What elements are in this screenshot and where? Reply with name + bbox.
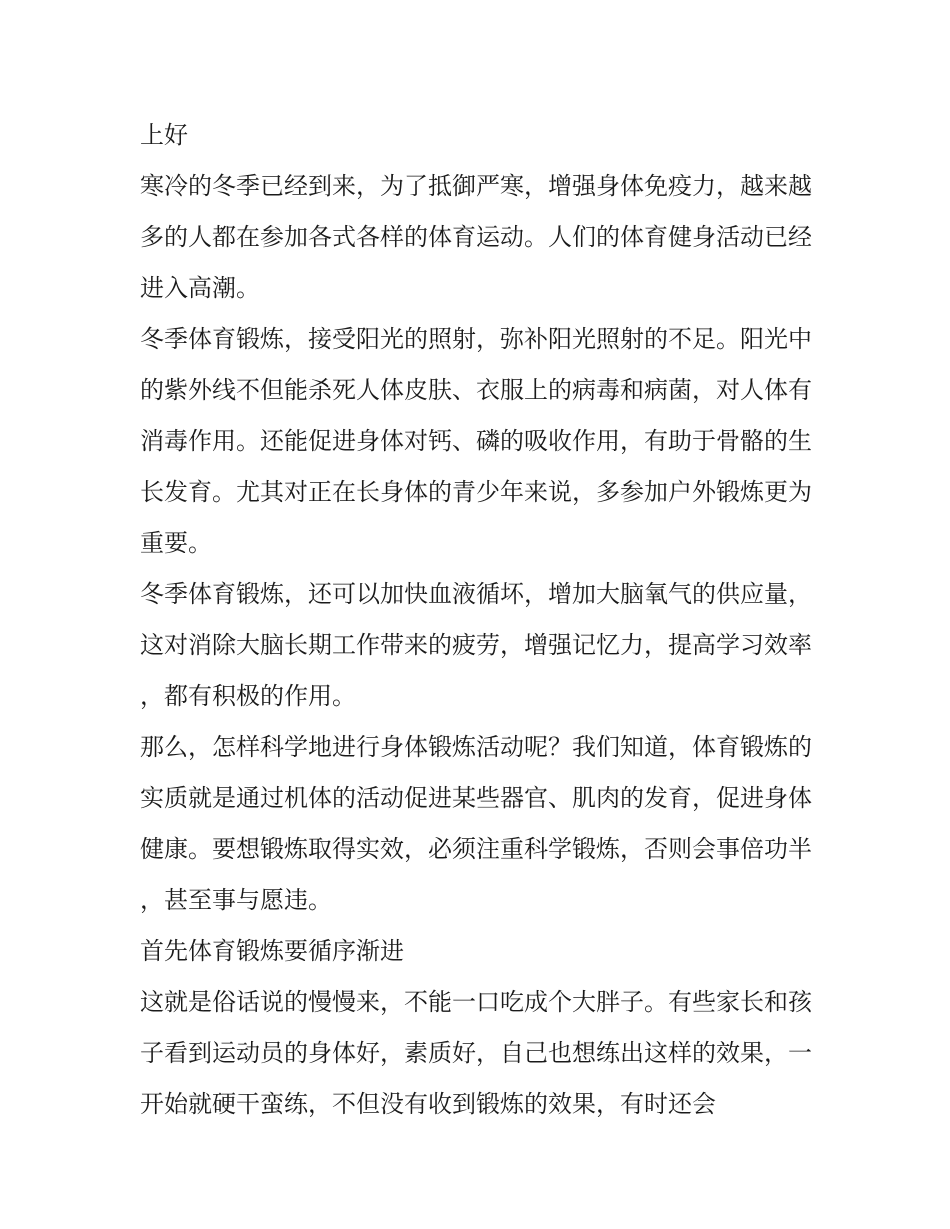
paragraph-winter-arrival: 寒冷的冬季已经到来，为了抵御严寒，增强身体免疫力，越来越多的人都在参加各式各样的体育运动。人们的体育健身活动已经进入高潮。 xyxy=(140,172,812,302)
paragraph-circulation-benefits: 冬季体育锻炼，还可以加快血液循坏，增加大脑氧气的供应量，这对消除大脑长期工作带来的疲劳，增强记忆力，提高学习效率，都有积极的作用。 xyxy=(140,580,812,710)
paragraph-gradual-progress: 这就是俗话说的慢慢来，不能一口吃成个大胖子。有些家长和孩子看到运动员的身体好，素质好，自己也想练出这样的效果，一开始就硬干蛮练，不但没有收到锻炼的效果，有时还会 xyxy=(140,988,812,1118)
paragraph-sunlight-benefits: 冬季体育锻炼，接受阳光的照射，弥补阳光照射的不足。阳光中的紫外线不但能杀死人体皮肤、衣服上的病毒和病菌，对人体有消毒作用。还能促进身体对钙、磷的吸收作用，有助于骨骼的生长发育。尤其对正在长身体的青少年来说，多参加户外锻炼更为重要。 xyxy=(140,325,812,557)
paragraph-greeting: 上好 xyxy=(140,121,188,149)
paragraph-scientific-exercise: 那么，怎样科学地进行身体锻炼活动呢？我们知道，体育锻炼的实质就是通过机体的活动促进某些器官、肌肉的发育，促进身体健康。要想锻炼取得实效，必须注重科学锻炼，否则会事倍功半，甚至事与愿违。 xyxy=(140,733,812,914)
section-heading-gradual-progress: 首先体育锻炼要循序渐进 xyxy=(140,937,404,965)
document-body xyxy=(140,110,812,1130)
